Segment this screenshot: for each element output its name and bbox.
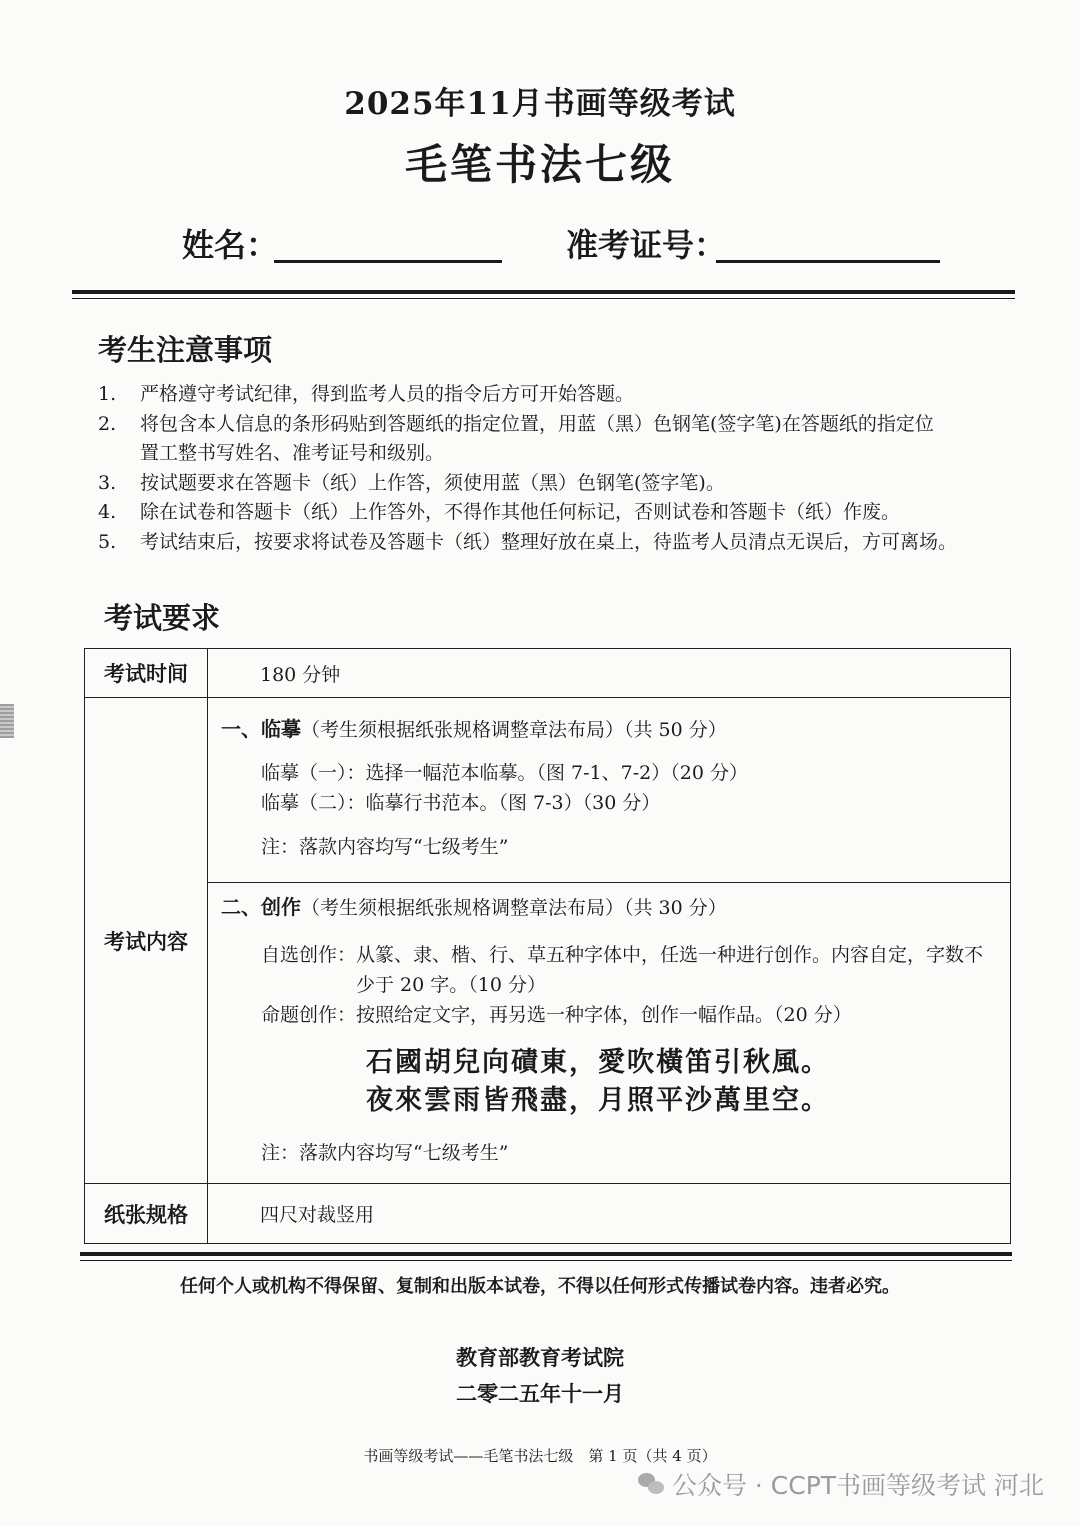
table-row-creation	[85, 883, 1011, 1184]
paper-value: 四尺对裁竖用	[208, 1184, 1011, 1244]
issue-date: 二零二五年十一月	[456, 1381, 624, 1406]
topic-creation	[221, 1000, 999, 1030]
subject-title: 毛笔书法七级	[404, 140, 675, 189]
section-creation-title: 创作	[261, 894, 301, 919]
footer-rule-thick	[80, 1252, 1012, 1256]
exam-title: 2025年11月书画等级考试	[344, 86, 736, 122]
topic-creation-text: 按照给定文字，再另选一种字体，创作一幅作品。（20 分）	[356, 1003, 852, 1026]
creation-note: 注：落款内容均写“七级考生”	[261, 1141, 509, 1164]
time-value: 180 分钟	[208, 649, 1011, 698]
requirements-heading: 考试要求	[104, 601, 221, 635]
issuer-name: 教育部教育考试院	[456, 1345, 624, 1370]
watermark	[638, 1466, 1044, 1502]
name-blank-line	[274, 260, 502, 263]
paper-label: 纸张规格	[85, 1184, 208, 1244]
topic-creation-label: 命题创作：	[261, 1003, 357, 1026]
copying-item-2: 临摹（二）：临摹行书范本。（图 7-3）（30 分）	[261, 791, 661, 814]
scan-edge-mark	[0, 704, 14, 738]
notes-list	[98, 380, 998, 557]
table-row-content	[85, 698, 1011, 883]
name-label: 姓名：	[182, 226, 279, 264]
free-creation-label: 自选创作：	[261, 943, 357, 966]
section-copying-title: 临摹	[261, 716, 301, 741]
note-item: 4. 除在试卷和答题卡（纸）上作答外，不得作其他任何标记，否则试卷和答题卡（纸）作废。	[98, 501, 901, 523]
table-row-paper	[85, 1184, 1011, 1244]
table-row-time	[85, 649, 1011, 698]
note-item: 1. 严格遵守考试纪律，得到监考人员的指令后方可开始答题。	[98, 383, 635, 405]
requirements-table	[84, 648, 1011, 1244]
footer-rule-thin	[80, 1260, 1012, 1261]
notes-heading: 考生注意事项	[98, 333, 273, 367]
poem-line-2: 夜來雲雨皆飛盡，月照平沙萬里空。	[366, 1084, 830, 1116]
note-item: 5. 考试结束后，按要求将试卷及答题卡（纸）整理好放在桌上，待监考人员清点无误后，方可离场。	[98, 530, 958, 553]
candidate-id-label: 准考证号：	[566, 226, 727, 264]
copyright-notice: 任何个人或机构不得保留、复制和出版本试卷，不得以任何形式传播试卷内容。违者必究。	[180, 1276, 900, 1297]
copying-item-1: 临摹（一）：选择一幅范本临摹。（图 7-1、7-2）（20 分）	[261, 761, 748, 784]
section-copying: 一、临摹（考生须根据纸张规格调整章法布局）（共 50 分） 临摹（一）：选择一幅范本临摹。（图 7-1、7-2）（20 分） 临摹（二）：临摹行书范本。（图 7-3）（30 分） 注：落款内容均写“七级考生”	[208, 698, 1011, 883]
candidate-id-blank-line	[716, 260, 940, 263]
wechat-icon	[638, 1473, 666, 1495]
content-label: 考试内容	[85, 698, 208, 1184]
copying-note: 注：落款内容均写“七级考生”	[261, 835, 509, 858]
section-creation: 二、创作（考生须根据纸张规格调整章法布局）（共 30 分） 自选创作： 从篆、隶、楷、行、草五种字体中，任选一种进行创作。内容自定，字数不少于 20 字。（10 分） 命题创作： 按照给定文字，再另选一种字体，创作一幅作品。（20 分） 石國胡兒向磧東，愛吹橫笛引秋風。 夜來雲雨皆飛盡，月照平沙萬里空。 注：落款内容均写“七级考生”	[208, 883, 1011, 1184]
note-item: 3. 按试题要求在答题卡（纸）上作答，须使用蓝（黑）色钢笔(签字笔)。	[98, 471, 725, 494]
note-item: 2. 将包含本人信息的条形码贴到答题纸的指定位置，用蓝（黑）色钢笔(签字笔)在答题纸的指定位置工整书写姓名、准考证号和级别。	[98, 412, 934, 464]
free-creation	[221, 940, 999, 1000]
poem-line-1: 石國胡兒向磧東，愛吹橫笛引秋風。	[366, 1046, 830, 1078]
header-rule-thick	[72, 290, 1015, 294]
free-creation-text: 从篆、隶、楷、行、草五种字体中，任选一种进行创作。内容自定，字数不少于 20 字。（10 分）	[356, 943, 984, 996]
watermark-text: 公众号 · CCPT书画等级考试 河北	[671, 1471, 1044, 1500]
page-footer: 书画等级考试——毛笔书法七级 第 1 页（共 4 页）	[363, 1447, 717, 1465]
header-rule-thin	[72, 298, 1015, 299]
time-label: 考试时间	[85, 649, 208, 698]
